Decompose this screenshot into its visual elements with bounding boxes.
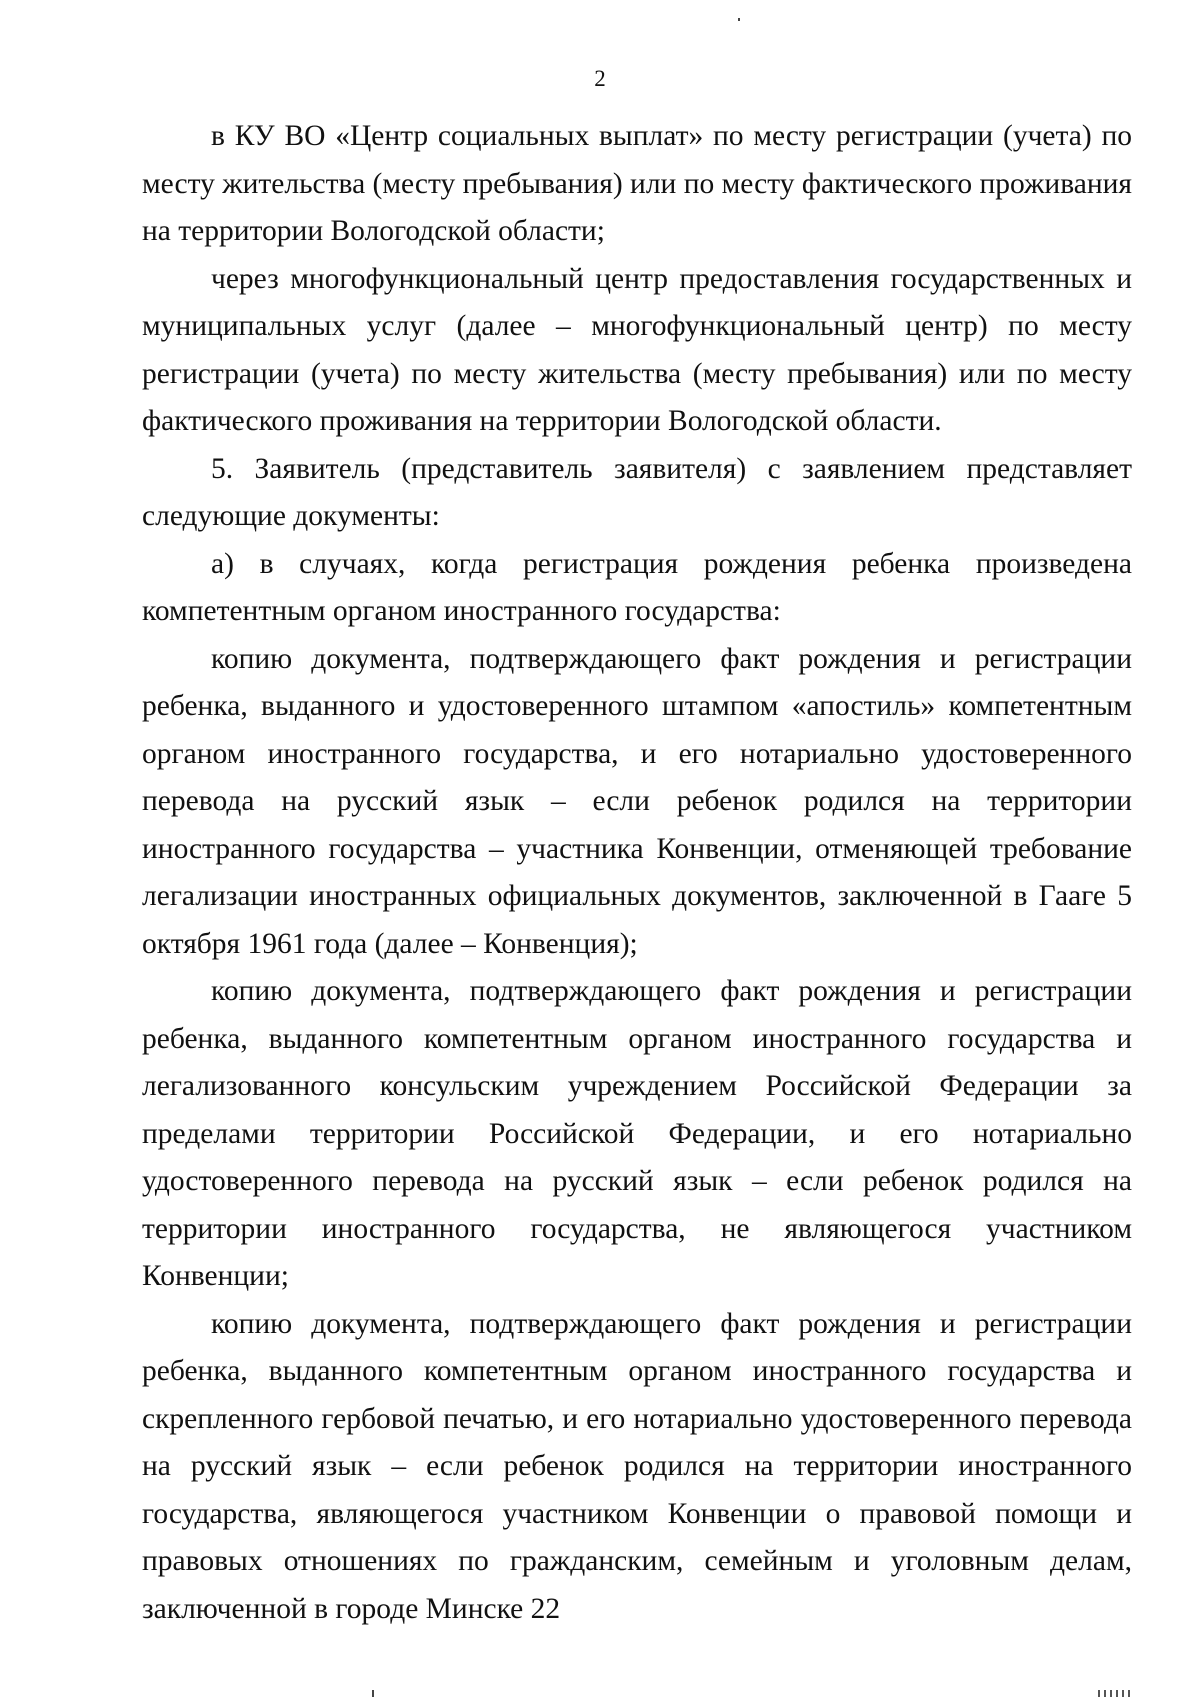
- page-number: 2: [594, 66, 606, 91]
- scan-artifact-ticks: [1098, 1690, 1132, 1697]
- paragraph-case-a: а) в случаях, когда регистрация рождения ребенка произведена компетентным органом иностранного государства:: [142, 547, 1132, 627]
- document-body: [142, 113, 1132, 1633]
- paragraph-mfc-location: через многофункциональный центр предоставления государственных и муниципальных услуг (далее – многофункциональный центр) по месту регистрации (учета) по месту жительства (месту пребывания) или по месту фактического проживания на территории Вологодской области.: [142, 262, 1132, 437]
- paragraph-legalized: копию документа, подтверждающего факт рождения и регистрации ребенка, выданного компетентным органом иностранного государства и легализованного консульским учреждением Российской Федерации за пределами территории Российской Федерации, и его нотариально удостоверенного перевода на русский язык – если ребенок родился на территории иностранного государства, не являющегося участником Конвенции;: [142, 975, 1132, 1292]
- paragraph-center-location: в КУ ВО «Центр социальных выплат» по месту регистрации (учета) по месту жительства (месту пребывания) или по месту фактического проживания на территории Вологодской области;: [142, 120, 1132, 247]
- scan-artifact-tick: [372, 1690, 374, 1697]
- paragraph-minsk-convention: копию документа, подтверждающего факт рождения и регистрации ребенка, выданного компетентным органом иностранного государства и скрепленного гербовой печатью, и его нотариально удостоверенного перевода на русский язык – если ребенок родился на территории иностранного государства, являющегося участником Конвенции о правовой помощи и правовых отношениях по гражданским, семейным и уголовным делам, заключенной в городе Минске 22: [142, 1307, 1132, 1625]
- scan-artifact-dot: [738, 18, 740, 21]
- paragraph-documents-intro: 5. Заявитель (представитель заявителя) с заявлением представляет следующие документы:: [142, 452, 1132, 532]
- paragraph-apostille: копию документа, подтверждающего факт рождения и регистрации ребенка, выданного и удостоверенного штампом «апостиль» компетентным органом иностранного государства, и его нотариально удостоверенного перевода на русский язык – если ребенок родился на территории иностранного государства – участника Конвенции, отменяющей требование легализации иностранных официальных документов, заключенной в Гааге 5 октября 1961 года (далее – Конвенция);: [142, 642, 1132, 960]
